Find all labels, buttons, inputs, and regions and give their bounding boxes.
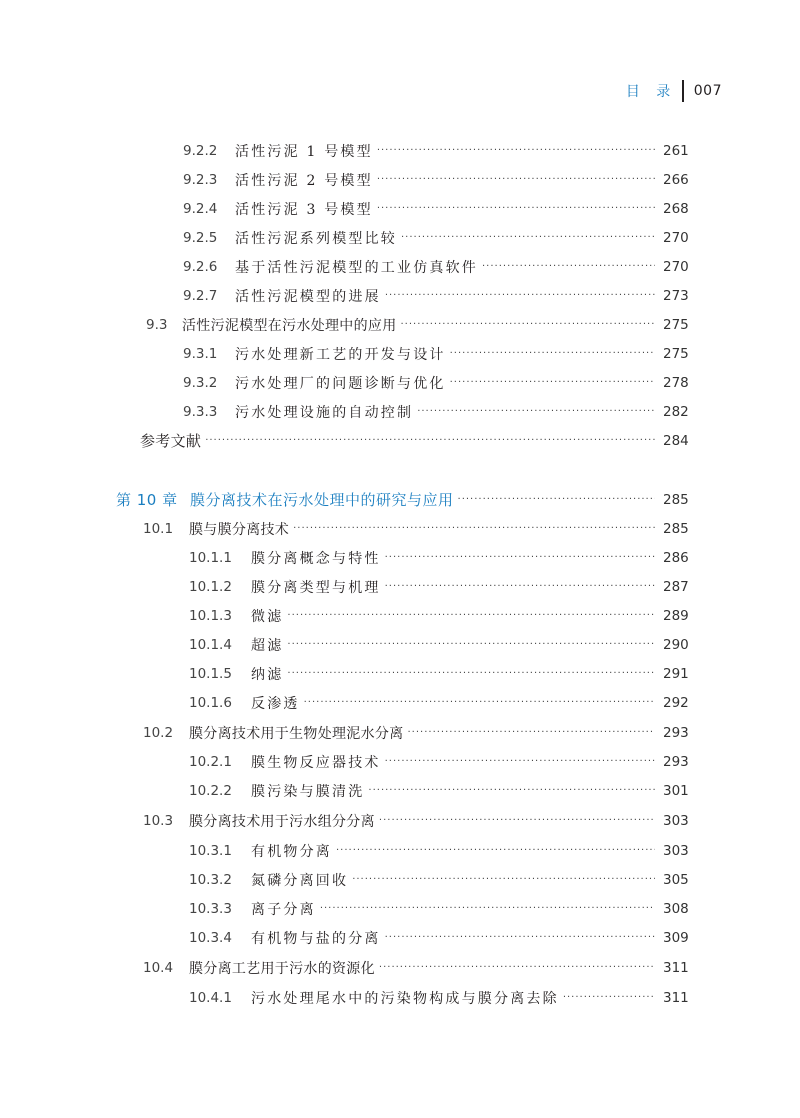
toc-entry-title: 污水处理新工艺的开发与设计 [235, 346, 446, 363]
toc-entry-page: 275 [663, 345, 689, 362]
toc-leader-dots [368, 784, 655, 798]
toc-entry-page: 284 [663, 432, 689, 449]
toc-leader-dots [450, 347, 655, 361]
toc-chapter-number: 第 10 章 [116, 491, 178, 509]
toc-entry-page: 293 [663, 724, 689, 741]
toc-entry-number: 10.4 [143, 959, 174, 976]
toc-entry-page: 311 [663, 989, 689, 1006]
header-section-title: 目 录 [625, 84, 677, 100]
toc-entry[interactable] [143, 953, 687, 982]
toc-entry[interactable] [189, 865, 687, 894]
toc-entry-page: 309 [663, 929, 689, 946]
toc-entry-page: 301 [663, 782, 689, 799]
toc-entry-title: 膜分离工艺用于污水的资源化 [189, 960, 375, 977]
toc-entry[interactable] [189, 572, 687, 601]
toc-entry-title: 基于活性污泥模型的工业仿真软件 [235, 259, 478, 276]
toc-entry-title: 活性污泥 1 号模型 [235, 143, 373, 160]
toc-entry-page: 292 [663, 694, 689, 711]
toc-entry[interactable] [189, 543, 687, 572]
toc-leader-dots [563, 991, 655, 1005]
toc-entry[interactable] [143, 806, 687, 835]
toc-entry-page: 268 [663, 200, 689, 217]
toc-entry-number: 10.1.4 [189, 636, 232, 653]
toc-leader-dots [385, 551, 655, 565]
toc-entry-title: 膜分离类型与机理 [251, 579, 381, 596]
toc-entry-title: 氮磷分离回收 [251, 872, 349, 889]
toc-leader-dots [450, 376, 655, 390]
toc-entry-title: 活性污泥模型在污水处理中的应用 [182, 317, 397, 334]
toc-entry-title: 膜与膜分离技术 [189, 521, 290, 538]
toc-entry-title: 活性污泥 2 号模型 [235, 172, 373, 189]
toc-entry-page: 305 [663, 871, 689, 888]
toc-entry-title: 膜分离技术用于污水组分分离 [189, 813, 375, 830]
toc-entry[interactable] [183, 165, 687, 194]
toc-entry-title: 参考文献 [140, 432, 202, 450]
toc-entry[interactable] [189, 923, 687, 952]
toc-entry[interactable] [183, 281, 687, 310]
toc-entry-number: 10.3.3 [189, 900, 232, 917]
toc-entry-number: 9.2.5 [183, 229, 218, 246]
header-page-number: 007 [693, 83, 722, 99]
toc-entry-title: 活性污泥模型的进展 [235, 288, 381, 305]
toc-entry-page: 291 [663, 665, 689, 682]
toc-entry[interactable] [189, 983, 687, 1012]
toc-entry-page: 278 [663, 374, 689, 391]
toc-leader-dots [377, 144, 655, 158]
toc-entry[interactable] [189, 894, 687, 923]
toc-entry-number: 10.1.2 [189, 578, 232, 595]
toc-entry-number: 10.2.2 [189, 782, 232, 799]
toc-entry-number: 9.3.1 [183, 345, 218, 362]
toc-entry-number: 10.3.1 [189, 842, 232, 859]
toc-entry-title: 污水处理设施的自动控制 [235, 404, 414, 421]
toc-leader-dots [320, 902, 655, 916]
toc-entry[interactable] [183, 397, 687, 426]
toc-leader-dots [401, 318, 656, 332]
toc-entry-page: 293 [663, 753, 689, 770]
toc-entry-number: 10.2 [143, 724, 174, 741]
toc-entry-number: 10.1.1 [189, 549, 232, 566]
toc-entry-number: 10.3.2 [189, 871, 232, 888]
toc-entry[interactable] [189, 630, 687, 659]
toc-leader-dots [385, 755, 655, 769]
toc-entry[interactable] [143, 718, 687, 747]
toc-leader-dots [385, 289, 655, 303]
toc-entry-number: 9.3 [146, 316, 168, 333]
toc-entry-number: 10.1.6 [189, 694, 232, 711]
toc-entry[interactable] [189, 688, 687, 717]
toc-entry-title: 活性污泥 3 号模型 [235, 201, 373, 218]
toc-leader-dots [385, 580, 655, 594]
toc-entry-page: 308 [663, 900, 689, 917]
toc-entry-title: 反渗透 [251, 695, 300, 712]
toc-entry-page: 261 [663, 142, 689, 159]
toc-entry[interactable] [183, 136, 687, 165]
toc-entry[interactable] [143, 514, 687, 543]
toc-leader-dots [304, 696, 655, 710]
header-divider [682, 80, 684, 102]
toc-leader-dots [293, 522, 655, 536]
toc-entry-title: 有机物与盐的分离 [251, 930, 381, 947]
running-header [626, 80, 722, 102]
toc-entry-number: 9.2.6 [183, 258, 218, 275]
toc-entry-title: 膜污染与膜清洗 [251, 783, 365, 800]
toc-entry-number: 10.1 [143, 520, 174, 537]
toc-entry-page: 287 [663, 578, 689, 595]
toc-leader-dots [385, 931, 655, 945]
toc-entry-page: 282 [663, 403, 689, 420]
toc-leader-dots [287, 638, 655, 652]
toc-leader-dots [205, 434, 655, 448]
toc-entry-title: 活性污泥系列模型比较 [235, 230, 397, 247]
toc-entry-page: 270 [663, 258, 689, 275]
toc-entry-number: 10.1.3 [189, 607, 232, 624]
toc-leader-dots [377, 202, 655, 216]
toc-entry-title: 污水处理尾水中的污染物构成与膜分离去除 [251, 990, 559, 1007]
toc-entry-number: 9.2.2 [183, 142, 218, 159]
toc-entry[interactable] [183, 194, 687, 223]
toc-entry-page: 273 [663, 287, 689, 304]
toc-entry[interactable] [183, 252, 687, 281]
toc-chapter-entry[interactable] [116, 485, 687, 514]
toc-entry[interactable] [189, 836, 687, 865]
toc-entry-page: 266 [663, 171, 689, 188]
toc-entry-page: 285 [663, 491, 689, 508]
toc-entry-number: 10.3 [143, 812, 174, 829]
toc-entry-title: 膜分离概念与特性 [251, 550, 381, 567]
toc-entry-number: 10.3.4 [189, 929, 232, 946]
toc-entry[interactable] [189, 776, 687, 805]
toc-leader-dots [379, 961, 655, 975]
toc-entry[interactable] [189, 747, 687, 776]
toc-entry-title: 离子分离 [251, 901, 316, 918]
toc-entry-page: 270 [663, 229, 689, 246]
toc-chapter-title: 膜分离技术在污水处理中的研究与应用 [190, 491, 454, 509]
toc-entry-number: 9.2.3 [183, 171, 218, 188]
toc-entry-number: 9.2.4 [183, 200, 218, 217]
toc-entry[interactable] [146, 310, 687, 339]
toc-entry-page: 303 [663, 812, 689, 829]
toc-entry[interactable] [183, 368, 687, 397]
toc-entry-title: 有机物分离 [251, 843, 332, 860]
toc-entry-number: 9.3.2 [183, 374, 218, 391]
toc-entry-page: 285 [663, 520, 689, 537]
toc-entry-page: 303 [663, 842, 689, 859]
toc-entry-title: 膜生物反应器技术 [251, 754, 381, 771]
toc-entry-title: 微滤 [251, 608, 284, 625]
toc-leader-dots [417, 405, 655, 419]
toc-entry-page: 275 [663, 316, 689, 333]
toc-leader-dots [287, 609, 655, 623]
toc-leader-dots [377, 173, 655, 187]
toc-entry-title: 污水处理厂的问题诊断与优化 [235, 375, 446, 392]
toc-entry-page: 286 [663, 549, 689, 566]
toc-entry-title: 纳滤 [251, 666, 284, 683]
toc-leader-dots [287, 667, 655, 681]
toc-entry-number: 10.2.1 [189, 753, 232, 770]
toc-entry-page: 311 [663, 959, 689, 976]
toc-entry[interactable] [183, 339, 687, 368]
toc-entry-page: 290 [663, 636, 689, 653]
toc-entry-page: 289 [663, 607, 689, 624]
toc-entry[interactable] [183, 223, 687, 252]
toc-leader-dots [408, 726, 656, 740]
toc-leader-dots [401, 231, 655, 245]
toc-entry-number: 10.1.5 [189, 665, 232, 682]
toc-leader-dots [482, 260, 655, 274]
toc-leader-dots [352, 873, 655, 887]
toc-entry[interactable] [189, 659, 687, 688]
toc-entry[interactable] [140, 426, 687, 455]
toc-entry-number: 9.3.3 [183, 403, 218, 420]
toc-leader-dots [336, 844, 655, 858]
toc-leader-dots [379, 814, 655, 828]
toc-entry[interactable] [189, 601, 687, 630]
toc-leader-dots [458, 493, 655, 507]
toc-entry-number: 9.2.7 [183, 287, 218, 304]
toc-entry-number: 10.4.1 [189, 989, 232, 1006]
toc-entry-title: 超滤 [251, 637, 284, 654]
toc-entry-title: 膜分离技术用于生物处理泥水分离 [189, 725, 404, 742]
